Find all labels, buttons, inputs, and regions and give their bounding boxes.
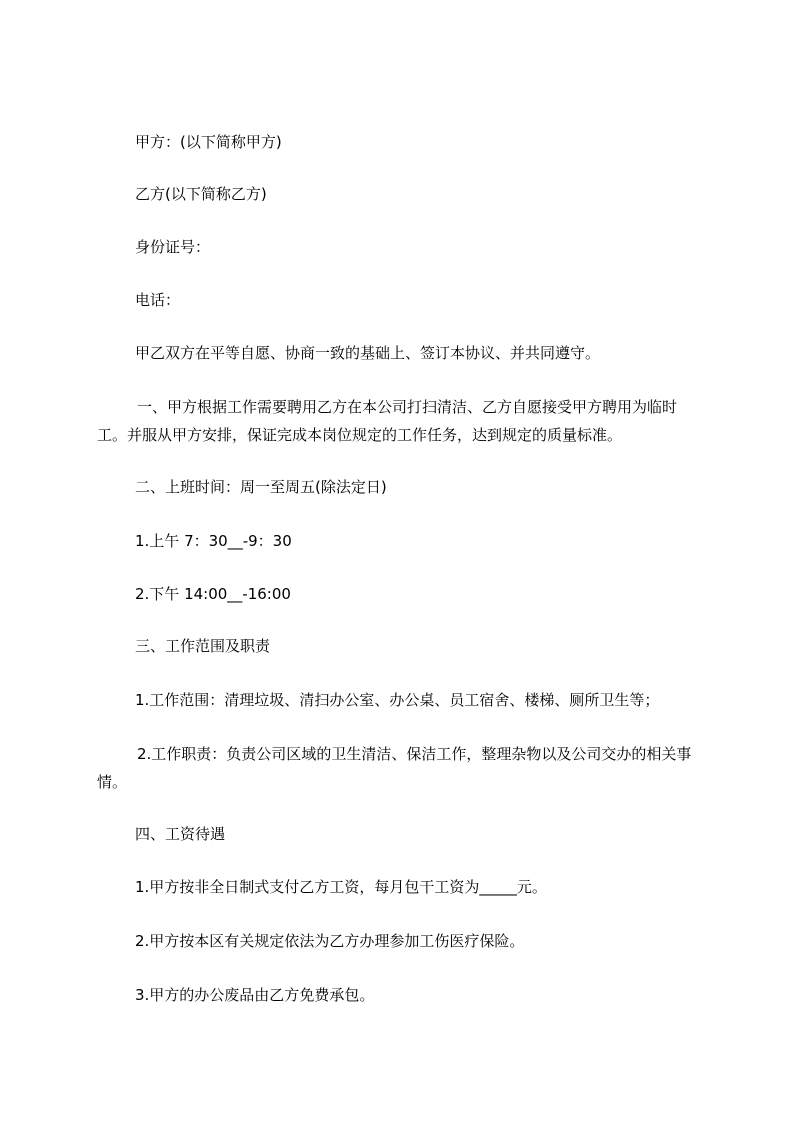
section-two-heading: 二、上班时间：周一至周五(除法定日)	[135, 478, 387, 496]
section-three-heading: 三、工作范围及职责	[135, 637, 271, 655]
salary-item: 1.甲方按非全日制式支付乙方工资，每月包干工资为_____元。	[135, 878, 547, 896]
afternoon-hours: 2.下午 14:00__-16:00	[135, 585, 291, 603]
insurance-item: 2.甲方按本区有关规定依法为乙方办理参加工伤医疗保险。	[135, 932, 525, 950]
party-b-line: 乙方(以下简称乙方)	[135, 185, 267, 203]
section-one-employment: 一、甲方根据工作需要聘用乙方在本公司打扫清洁、乙方自愿接受甲方聘用为临时工。并服从甲方安排，保证完成本岗位规定的工作任务，达到规定的质量标准。	[97, 398, 678, 444]
agreement-intro: 甲乙双方在平等自愿、协商一致的基础上、签订本协议、并共同遵守。	[135, 344, 601, 362]
work-duties: 2.工作职责：负责公司区域的卫生清洁、保洁工作，整理杂物以及公司交办的相关事情。	[97, 745, 692, 791]
work-scope: 1.工作范围：清理垃圾、清扫办公室、办公桌、员工宿舍、楼梯、厕所卫生等；	[135, 691, 660, 709]
morning-hours: 1.上午 7：30__-9：30	[135, 532, 292, 550]
phone-line: 电话：	[135, 291, 181, 309]
id-number-line: 身份证号：	[135, 238, 211, 256]
waste-item: 3.甲方的办公废品由乙方免费承包。	[135, 986, 375, 1004]
party-a-line: 甲方：(以下简称甲方)	[135, 133, 282, 151]
section-four-heading: 四、工资待遇	[135, 825, 226, 843]
